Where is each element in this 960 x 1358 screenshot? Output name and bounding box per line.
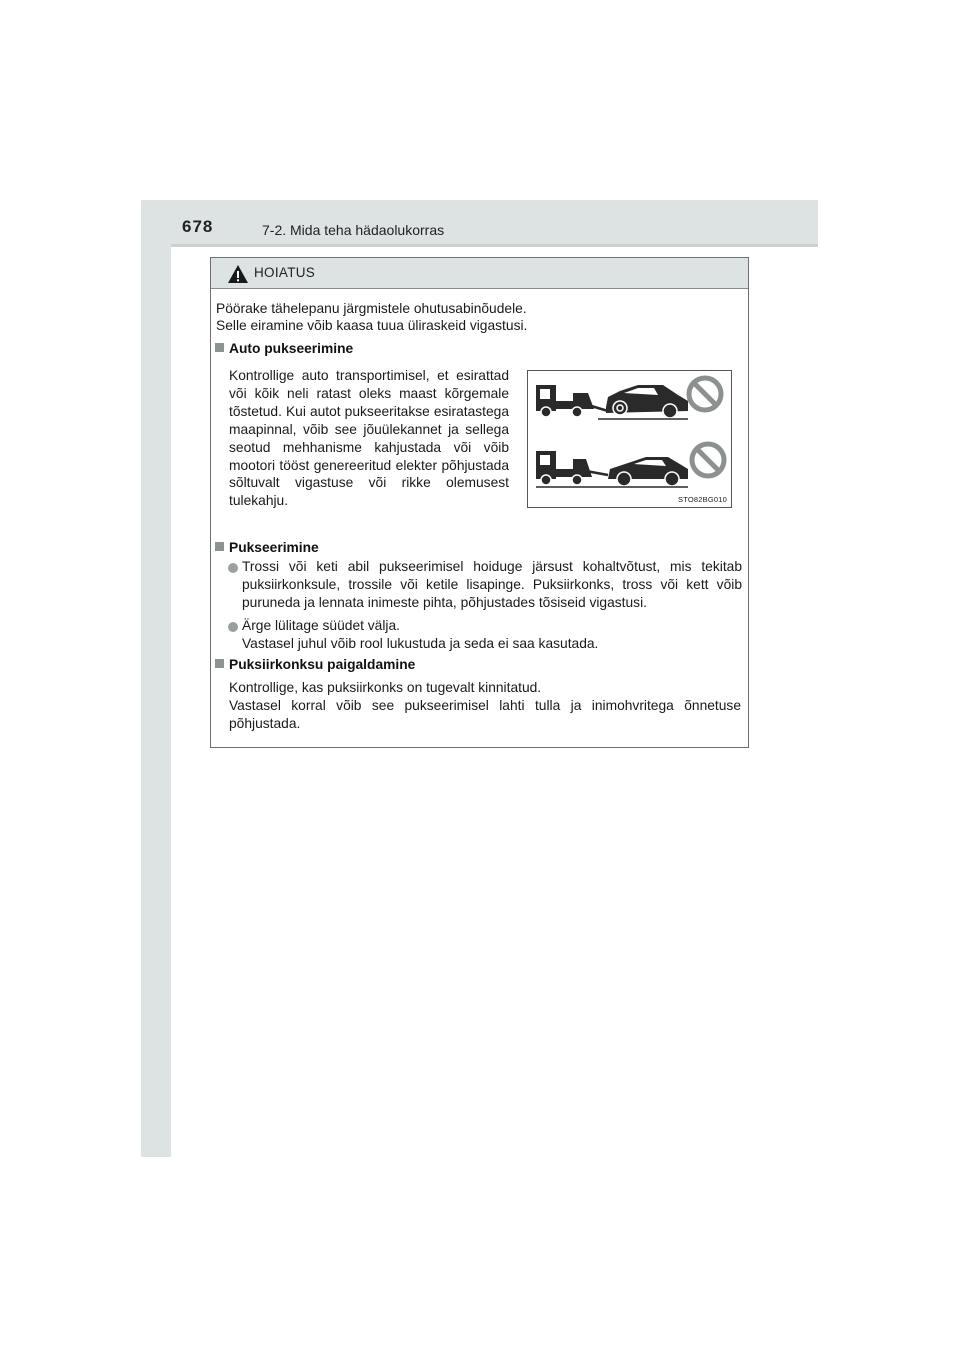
round-bullet-icon <box>228 622 238 632</box>
towing-illustration-graphic <box>528 371 733 509</box>
warning-triangle-icon <box>227 264 249 284</box>
illustration-code: STO82BG010 <box>678 495 727 504</box>
heading-pukseerimine <box>215 540 319 555</box>
warning-header <box>211 258 748 289</box>
truck-icon <box>536 385 608 417</box>
towing-illustration <box>527 370 732 508</box>
heading-auto-pukseerimine <box>215 341 353 356</box>
round-bullet-icon <box>228 563 238 573</box>
pukseerimine-bullet-1: Trossi või keti abil pukseerimisel hoiduge järsust kohaltvõtust, mis tekitab puksiirkonksule, trossile või ketile lisapinge. Puksiirkonks, tross või kett võib puruneda ja lennata inimeste pihta, põhjustades tõsiseid vigastusi. <box>242 559 742 610</box>
pukseerimine-bullet-2-cont: Vastasel juhul võib rool lukustuda ja seda ei saa kasutada. <box>242 636 599 651</box>
puksiirkonksu-line-1: Kontrollige, kas puksiirkonks on tugevalt kinnitatud. <box>229 680 542 695</box>
header-band <box>141 200 818 246</box>
heading-text: Puksiirkonksu paigaldamine <box>229 657 416 672</box>
puksiirkonksu-line-2: Vastasel korral võib see pukseerimisel lahti tulla ja inimohvritega õnnetuse põhjustada. <box>229 698 741 731</box>
pukseerimine-bullet-2: Ärge lülitage süüdet välja. <box>242 618 400 633</box>
header-rule <box>171 244 818 247</box>
prohibition-icon-bottom <box>692 444 724 476</box>
section-title: 7-2. Mida teha hädaolukorras <box>262 222 445 238</box>
heading-puksiirkonksu <box>215 657 415 672</box>
heading-text: Auto pukseerimine <box>229 341 354 356</box>
square-bullet-icon <box>215 542 224 551</box>
warning-intro-line-1: Pöörake tähelepanu järgmistele ohutusabinõudele. <box>216 301 527 316</box>
square-bullet-icon <box>215 659 224 668</box>
warning-intro-line-2: Selle eiramine võib kaasa tuua üliraskeid vigastusi. <box>216 318 528 333</box>
side-margin-band <box>141 200 171 1157</box>
truck-icon-bottom <box>536 451 608 485</box>
auto-pukseerimine-text: Kontrollige auto transportimisel, et esirattad või kõik neli ratast oleks maast kõrgemale tõstetud. Kui autot pukseeritakse esiratastega maapinnal, võib see jõuülekannet ja sellega seotud mehhanisme kahjustada või võib mootori tööst genereeritud elekter põhjustada sõltuvalt vigastuse või rikke olemusest tulekahju. <box>229 368 509 509</box>
warning-title: HOIATUS <box>254 265 316 280</box>
square-bullet-icon <box>215 343 224 352</box>
heading-text: Pukseerimine <box>229 540 319 555</box>
page-number: 678 <box>182 217 214 236</box>
towed-car-lifted-icon <box>598 385 688 419</box>
prohibition-icon-top <box>689 378 721 410</box>
